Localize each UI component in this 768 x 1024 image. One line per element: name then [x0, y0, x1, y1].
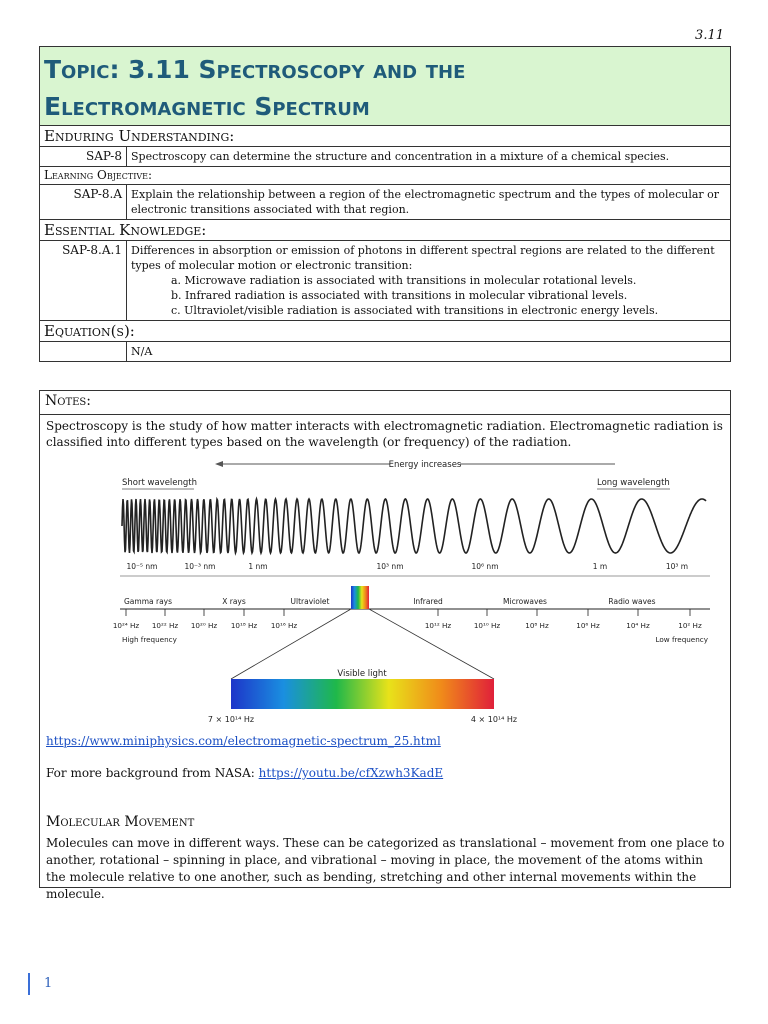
notes-box [39, 390, 731, 901]
freq-tick-label: 10¹⁸ Hz [230, 621, 258, 630]
footer-page-number: 1 [44, 976, 53, 991]
wl-tick-label: 10⁻⁵ nm [126, 562, 158, 571]
em-wave [122, 499, 706, 553]
visible-light-label: Visible light [337, 669, 387, 679]
nasa-prefix: For more background from NASA: [46, 766, 259, 780]
freq-tick-label: 10⁶ Hz [576, 621, 600, 630]
molecular-movement-heading: Molecular Movement [46, 814, 195, 830]
ek-text-cell [127, 241, 731, 321]
wavelength-axis [120, 562, 710, 576]
learning-objective-label: Learning Objective: [40, 167, 731, 185]
freq-tick-label: 10²⁴ Hz [112, 621, 140, 630]
wl-tick-label: 1 m [592, 562, 608, 571]
topic-table [39, 46, 731, 362]
freq-tick-label: 10²² Hz [151, 621, 179, 630]
freq-tick-label: 10²⁰ Hz [190, 621, 218, 630]
visible-expansion-line-left [231, 609, 351, 679]
high-frequency-label: High frequency [122, 635, 177, 644]
short-wavelength-label: Short wavelength [122, 478, 198, 488]
ek-item-c: c. Ultraviolet/visible radiation is associated with transitions in electronic energy levels. [171, 304, 659, 317]
eu-code: SAP-8 [40, 147, 127, 167]
nasa-line [46, 766, 443, 780]
essential-knowledge-label: Essential Knowledge: [40, 220, 731, 241]
molecular-movement-text: Molecules can move in different ways. These can be categorized as translational – movement from one place to another, rotational – spinning in place, and vibrational – moving in place, the movement of the atoms within the molecule relative to one another, such as bending, stretching and other internal movements within the molecule. [46, 836, 725, 901]
visible-expansion-line-right [369, 609, 494, 679]
visible-spectrum-bar [231, 679, 494, 709]
freq-tick-label: 10¹⁶ Hz [270, 621, 298, 630]
link-line [46, 734, 441, 748]
freq-tick-label: 10⁴ Hz [626, 621, 650, 630]
region-label: X rays [222, 597, 246, 606]
topic-title [44, 47, 726, 125]
wl-tick-label: 10⁶ nm [471, 562, 499, 571]
visible-right-freq: 4 × 10¹⁴ Hz [470, 715, 518, 724]
title-line-2: Electromagnetic Spectrum [44, 92, 370, 121]
footer-bar [28, 973, 30, 995]
low-frequency-label: Low frequency [655, 635, 708, 644]
energy-arrow-head [215, 461, 223, 467]
notes-label: Notes: [40, 391, 730, 415]
ek-item-a: a. Microwave radiation is associated with transitions in molecular rotational levels. [171, 274, 637, 287]
title-line-1: Topic: 3.11 Spectroscopy and the [44, 55, 466, 84]
section-number: 3.11 [695, 28, 724, 43]
ek-item-b: b. Infrared radiation is associated with transitions in molecular vibrational levels. [171, 289, 628, 302]
freq-tick-label: 10¹² Hz [424, 621, 452, 630]
wl-tick-label: 1 nm [248, 562, 268, 571]
miniphysics-link[interactable]: https://www.miniphysics.com/electromagnetic-spectrum_25.html [46, 734, 441, 748]
freq-tick-label: 10² Hz [678, 621, 702, 630]
region-label: Gamma rays [123, 597, 173, 606]
visible-left-freq: 7 × 10¹⁴ Hz [207, 715, 255, 724]
region-label: Microwaves [503, 597, 547, 606]
regions-band [120, 586, 710, 609]
ek-code: SAP-8.A.1 [40, 241, 127, 321]
region-label: Radio waves [608, 597, 656, 606]
em-spectrum-diagram [80, 451, 710, 726]
visible-band-marker [351, 586, 369, 609]
lo-code: SAP-8.A [40, 185, 127, 220]
freq-tick-label: 10¹⁰ Hz [473, 621, 501, 630]
long-wavelength-label: Long wavelength [597, 478, 670, 488]
eu-text: Spectroscopy can determine the structure and concentration in a mixture of a chemical species. [127, 147, 731, 167]
freq-tick-label: 10⁸ Hz [525, 621, 549, 630]
lo-text: Explain the relationship between a region of the electromagnetic spectrum and the types of molecular or electronic transitions associated with that region. [127, 185, 731, 220]
eq-value: N/A [127, 342, 731, 362]
energy-increases-label: Energy increases [388, 460, 462, 470]
wl-tick-label: 10³ nm [376, 562, 404, 571]
title-cell [40, 47, 731, 126]
enduring-understanding-label: Enduring Understanding: [40, 126, 731, 147]
equations-label: Equation(s): [40, 321, 731, 342]
wl-tick-label: 10³ m [665, 562, 689, 571]
frequency-ticks [126, 609, 690, 616]
wl-tick-label: 10⁻³ nm [184, 562, 216, 571]
notes-intro: Spectroscopy is the study of how matter interacts with electromagnetic radiation. Electromagnetic radiation is classified into different types based on the wavelength (or frequency) of the radiation. [46, 419, 723, 449]
region-label: Ultraviolet [290, 597, 330, 606]
region-label: Infrared [413, 597, 443, 606]
eq-code [40, 342, 127, 362]
nasa-link[interactable]: https://youtu.be/cfXzwh3KadE [258, 766, 444, 780]
ek-text: Differences in absorption or emission of photons in different spectral regions are related to the different types of molecular motion or electronic transition: [131, 244, 715, 272]
